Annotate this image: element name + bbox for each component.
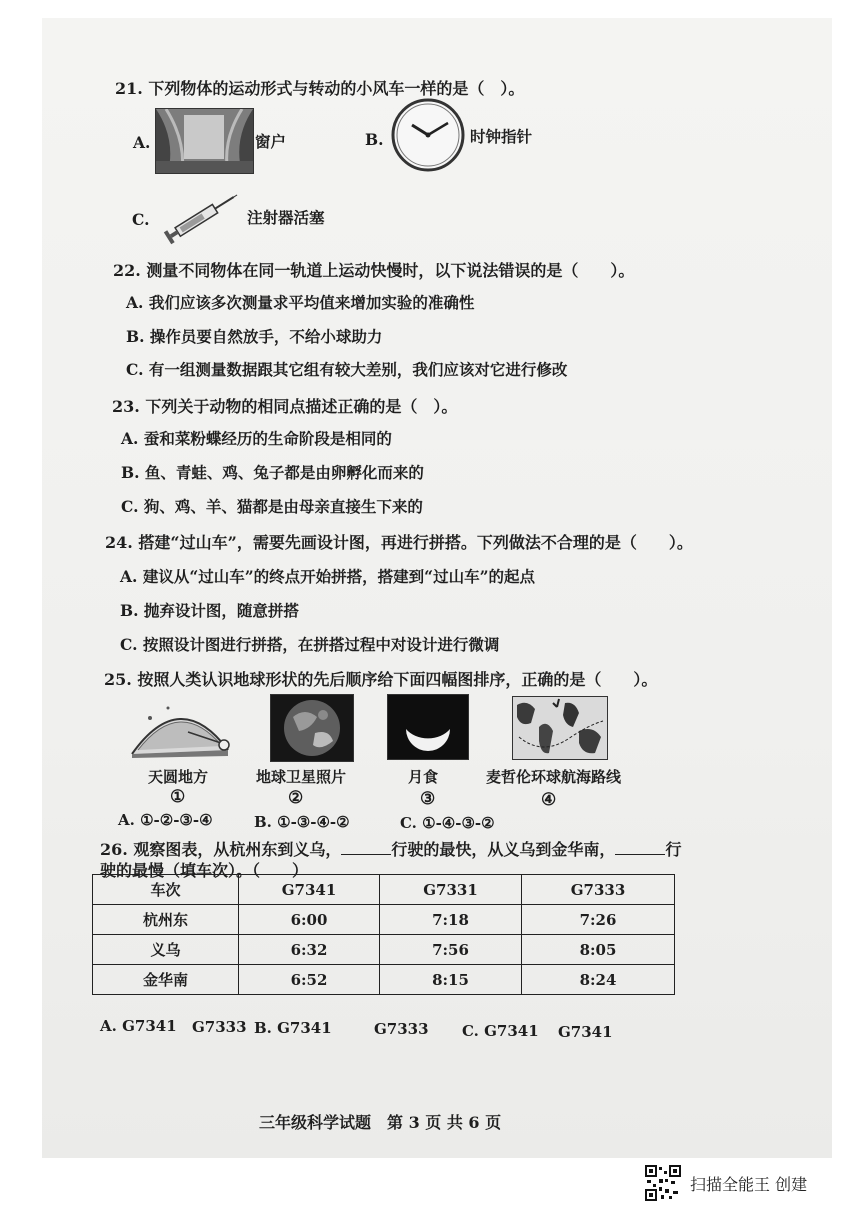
table-header-cell: 车次 (93, 875, 239, 905)
q25-stem: 25. 按照人类认识地球形状的先后顺序给下面四幅图排序，正确的是（ ）。 (104, 670, 658, 689)
scanner-watermark: 扫描全能王 创建 (690, 1175, 808, 1194)
picture-number-3: ③ (420, 789, 436, 809)
time-cell: 6:32 (239, 935, 380, 965)
q21-option-c-text: 注射器活塞 (247, 208, 325, 227)
time-cell: 7:18 (380, 905, 522, 935)
q21-option-c-letter: C. (132, 210, 150, 229)
q22-option-a: A. 我们应该多次测量求平均值来增加实验的准确性 (126, 293, 475, 312)
time-cell: 6:52 (239, 965, 380, 995)
q21-option-a-text: 窗户 (255, 132, 287, 151)
q25-option-a: A. ①-②-③-④ (118, 811, 213, 829)
table-header-cell: G7341 (239, 875, 380, 905)
q25-option-c: C. ①-④-③-② (400, 814, 495, 832)
station-cell: 金华南 (93, 965, 239, 995)
table-row (93, 905, 675, 935)
caption-earth-satellite-photo: 地球卫星照片 (256, 768, 347, 786)
table-header-cell: G7331 (380, 875, 522, 905)
q26-stem-part1: 26. 观察图表，从杭州东到义乌， (100, 840, 342, 859)
q23-option-c: C. 狗、鸡、羊、猫都是由母亲直接生下来的 (121, 497, 423, 516)
q24-option-a: A. 建议从“过山车”的终点开始拼搭，搭建到“过山车”的起点 (120, 567, 535, 586)
q23-option-a: A. 蚕和菜粉蝶经历的生命阶段是相同的 (121, 429, 392, 448)
q21-option-b-text: 时钟指针 (470, 127, 533, 146)
lunar-eclipse-picture (387, 694, 469, 760)
time-cell: 8:24 (522, 965, 675, 995)
q26-stem-line1 (100, 837, 681, 860)
time-cell: 8:05 (522, 935, 675, 965)
time-cell: 7:26 (522, 905, 675, 935)
time-cell: 6:00 (239, 905, 380, 935)
q22-option-c: C. 有一组测量数据跟其它组有较大差别，我们应该对它进行修改 (126, 360, 568, 379)
q24-option-c: C. 按照设计图进行拼搭，在拼搭过程中对设计进行微调 (120, 635, 500, 654)
q21-option-b-letter: B. (365, 130, 384, 149)
q24-option-b: B. 抛弃设计图，随意拼搭 (120, 601, 299, 620)
picture-number-4: ④ (541, 790, 557, 810)
q21-stem: 21. 下列物体的运动形式与转动的小风车一样的是（ ）。 (115, 79, 525, 98)
window-picture (155, 108, 254, 174)
q26-answer-blank-2 (615, 840, 665, 855)
q25-option-b: B. ①-③-④-② (254, 813, 350, 831)
picture-number-1: ① (170, 787, 186, 807)
time-cell: 7:56 (380, 935, 522, 965)
train-timetable (92, 874, 675, 995)
caption-lunar-eclipse: 月食 (408, 768, 439, 786)
time-cell: 8:15 (380, 965, 522, 995)
q23-option-b: B. 鱼、青蛙、鸡、兔子都是由卵孵化而来的 (121, 463, 424, 482)
q26-answer-blank-1 (341, 840, 391, 855)
q26-stem-part2: 行驶的最快，从义乌到金华南， (391, 840, 616, 859)
q22-option-b: B. 操作员要自然放手，不给小球助力 (126, 327, 383, 346)
caption-magellan-route: 麦哲伦环球航海路线 (486, 768, 622, 786)
table-row (93, 965, 675, 995)
qr-code-icon (645, 1165, 681, 1201)
q24-stem: 24. 搭建“过山车”，需要先画设计图，再进行拼搭。下列做法不合理的是（ ）。 (105, 533, 693, 552)
q26-option-c-second: G7341 (558, 1023, 613, 1041)
q26-option-c-first: C. G7341 (462, 1022, 539, 1040)
clock-icon (390, 97, 466, 173)
q26-option-a-first: A. G7341 (100, 1017, 177, 1035)
q26-option-b-first: B. G7341 (254, 1019, 332, 1037)
magellan-route-map (512, 696, 608, 760)
table-row (93, 935, 675, 965)
table-header-cell: G7333 (522, 875, 675, 905)
q22-stem: 22. 测量不同物体在同一轨道上运动快慢时，以下说法错误的是（ ）。 (113, 261, 635, 280)
station-cell: 义乌 (93, 935, 239, 965)
q26-option-b-second: G7333 (374, 1020, 429, 1038)
round-sky-square-earth-picture (128, 698, 232, 760)
station-cell: 杭州东 (93, 905, 239, 935)
caption-round-sky-square-earth: 天圆地方 (148, 768, 209, 786)
q21-option-a-letter: A. (133, 133, 151, 152)
q26-stem-line2: 驶的最慢（填车次）。（ ） (100, 861, 309, 880)
page-footer: 三年级科学试题 第 3 页 共 6 页 (259, 1113, 502, 1132)
picture-number-2: ② (288, 788, 304, 808)
q23-stem: 23. 下列关于动物的相同点描述正确的是（ ）。 (112, 397, 458, 416)
q26-stem-part3: 行 (665, 840, 682, 859)
q26-option-a-second: G7333 (192, 1018, 247, 1036)
earth-satellite-photo (270, 694, 354, 762)
syringe-icon (160, 190, 245, 245)
table-header-row (93, 875, 675, 905)
